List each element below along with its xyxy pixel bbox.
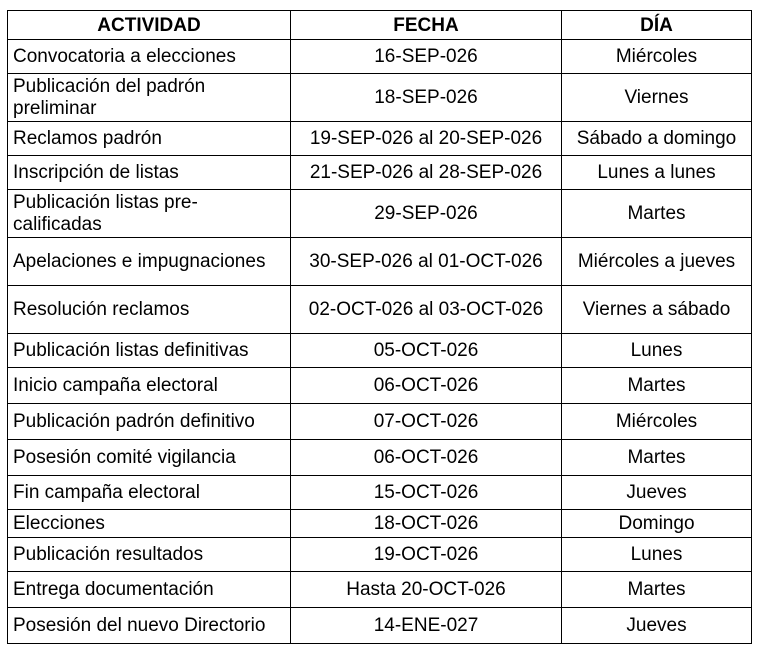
cell-fecha: 06-OCT-026 — [291, 440, 562, 476]
table-row — [8, 74, 752, 122]
table-row — [8, 538, 752, 572]
cell-dia: Martes — [562, 368, 752, 404]
cell-dia: Lunes — [562, 538, 752, 572]
cell-fecha: 07-OCT-026 — [291, 404, 562, 440]
cell-dia: Sábado a domingo — [562, 122, 752, 156]
cell-dia: Lunes a lunes — [562, 156, 752, 190]
cell-fecha: 21-SEP-026 al 28-SEP-026 — [291, 156, 562, 190]
table-row — [8, 122, 752, 156]
cell-actividad: Apelaciones e impugnaciones — [8, 238, 291, 286]
table-row — [8, 40, 752, 74]
table-row — [8, 608, 752, 644]
cell-actividad: Publicación listas definitivas — [8, 334, 291, 368]
cell-dia: Martes — [562, 572, 752, 608]
cell-actividad: Publicación padrón definitivo — [8, 404, 291, 440]
cell-actividad: Posesión del nuevo Directorio — [8, 608, 291, 644]
table-row — [8, 476, 752, 510]
cell-fecha: 16-SEP-026 — [291, 40, 562, 74]
cell-dia: Miércoles — [562, 40, 752, 74]
cell-actividad: Publicación resultados — [8, 538, 291, 572]
cell-actividad: Inscripción de listas — [8, 156, 291, 190]
table-row — [8, 334, 752, 368]
cell-actividad: Fin campaña electoral — [8, 476, 291, 510]
cell-dia: Martes — [562, 190, 752, 238]
cell-fecha: 02-OCT-026 al 03-OCT-026 — [291, 286, 562, 334]
cell-dia: Domingo — [562, 510, 752, 538]
cell-dia: Lunes — [562, 334, 752, 368]
cell-dia: Jueves — [562, 608, 752, 644]
cell-actividad: Publicación listas pre-calificadas — [8, 190, 291, 238]
header-dia: DÍA — [562, 11, 752, 40]
cell-actividad: Elecciones — [8, 510, 291, 538]
table-row — [8, 286, 752, 334]
cell-dia: Jueves — [562, 476, 752, 510]
cell-dia: Martes — [562, 440, 752, 476]
cell-actividad: Resolución reclamos — [8, 286, 291, 334]
cell-fecha: 19-OCT-026 — [291, 538, 562, 572]
cell-fecha: 05-OCT-026 — [291, 334, 562, 368]
cell-actividad: Convocatoria a elecciones — [8, 40, 291, 74]
cell-fecha: 19-SEP-026 al 20-SEP-026 — [291, 122, 562, 156]
cell-dia: Miércoles a jueves — [562, 238, 752, 286]
cell-actividad: Reclamos padrón — [8, 122, 291, 156]
cell-fecha: 18-SEP-026 — [291, 74, 562, 122]
table-row — [8, 510, 752, 538]
header-row — [8, 11, 752, 40]
election-schedule-table — [7, 10, 752, 644]
cell-dia: Miércoles — [562, 404, 752, 440]
cell-dia: Viernes — [562, 74, 752, 122]
cell-fecha: 06-OCT-026 — [291, 368, 562, 404]
cell-actividad: Posesión comité vigilancia — [8, 440, 291, 476]
table-row — [8, 190, 752, 238]
cell-fecha: 30-SEP-026 al 01-OCT-026 — [291, 238, 562, 286]
table-row — [8, 404, 752, 440]
header-actividad: ACTIVIDAD — [8, 11, 291, 40]
table-row — [8, 572, 752, 608]
table-row — [8, 368, 752, 404]
cell-fecha: 15-OCT-026 — [291, 476, 562, 510]
cell-actividad: Entrega documentación — [8, 572, 291, 608]
cell-dia: Viernes a sábado — [562, 286, 752, 334]
cell-fecha: 14-ENE-027 — [291, 608, 562, 644]
cell-fecha: 18-OCT-026 — [291, 510, 562, 538]
header-fecha: FECHA — [291, 11, 562, 40]
cell-fecha: 29-SEP-026 — [291, 190, 562, 238]
cell-fecha: Hasta 20-OCT-026 — [291, 572, 562, 608]
cell-actividad: Inicio campaña electoral — [8, 368, 291, 404]
cell-actividad: Publicación del padrón preliminar — [8, 74, 291, 122]
table-row — [8, 156, 752, 190]
table-row — [8, 440, 752, 476]
table-row — [8, 238, 752, 286]
